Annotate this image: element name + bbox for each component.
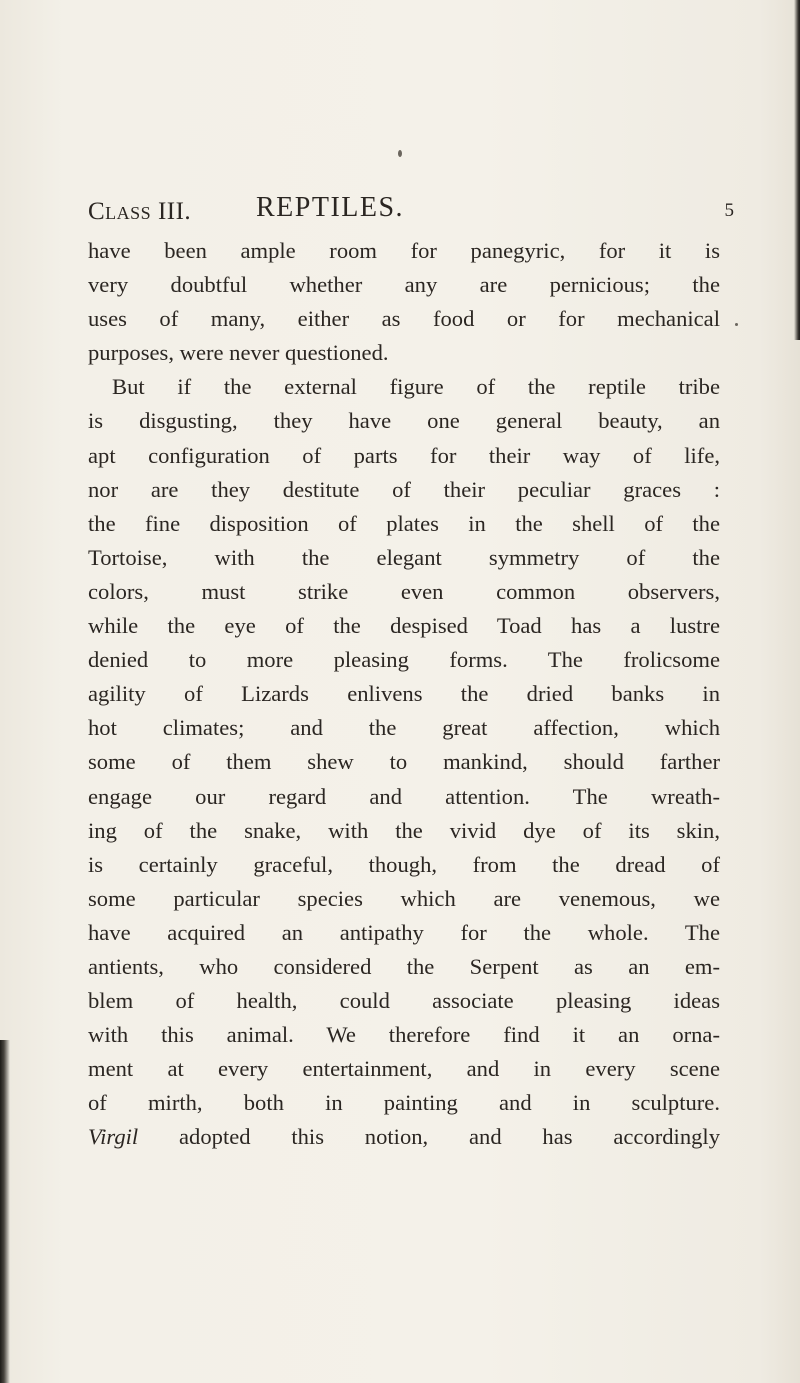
class-label: Class III. bbox=[88, 198, 192, 225]
text-line: ing of the snake, with the vivid dye of its skin, bbox=[88, 817, 720, 843]
text-line: is disgusting, they have one general beauty, an bbox=[88, 408, 720, 434]
text-line: uses of many, either as food or for mechanical bbox=[88, 306, 720, 332]
text-line: denied to more pleasing forms. The frolicsome bbox=[88, 647, 720, 673]
text-line: apt configuration of parts for their way of life, bbox=[88, 442, 720, 468]
text-line: colors, must strike even common observers, bbox=[88, 578, 720, 604]
page-edge-shadow bbox=[0, 1040, 10, 1383]
text-line: while the eye of the despised Toad has a lustre bbox=[88, 613, 720, 639]
text-line: the fine disposition of plates in the shell of the bbox=[88, 510, 720, 536]
text-line-last-rest: adopted this notion, and has accordingly bbox=[138, 1124, 720, 1150]
ink-speck bbox=[398, 150, 402, 157]
text-line: very doubtful whether any are pernicious; the bbox=[88, 272, 720, 298]
text-line: Tortoise, with the elegant symmetry of the bbox=[88, 544, 720, 570]
text-line: have acquired an antipathy for the whole. The bbox=[88, 919, 720, 945]
body-text bbox=[88, 234, 720, 1155]
text-line: agility of Lizards enlivens the dried banks in bbox=[88, 681, 720, 707]
text-line: hot climates; and the great affection, which bbox=[88, 715, 720, 741]
text-line: But if the external figure of the reptile tribe bbox=[112, 374, 720, 400]
italic-name: Virgil bbox=[88, 1124, 139, 1150]
text-line: some of them shew to mankind, should farther bbox=[88, 749, 720, 775]
text-line-last bbox=[88, 1120, 720, 1154]
text-line: blem of health, could associate pleasing ideas bbox=[88, 988, 720, 1014]
running-header bbox=[88, 188, 734, 228]
ink-speck bbox=[735, 323, 738, 326]
text-line: purposes, were never questioned. bbox=[88, 340, 389, 366]
page-edge-right bbox=[794, 0, 800, 340]
text-line: nor are they destitute of their peculiar graces : bbox=[88, 476, 720, 502]
text-line: with this animal. We therefore find it an orna- bbox=[88, 1022, 720, 1048]
text-line: is certainly graceful, though, from the dread of bbox=[88, 851, 720, 877]
text-line: antients, who considered the Serpent as an em- bbox=[88, 953, 720, 979]
text-line: ment at every entertainment, and in every scene bbox=[88, 1056, 720, 1082]
running-title: REPTILES. bbox=[256, 192, 405, 223]
text-line: engage our regard and attention. The wreath- bbox=[88, 783, 720, 809]
page-number: 5 bbox=[724, 200, 734, 221]
text-line: of mirth, both in painting and in sculpture. bbox=[88, 1090, 720, 1116]
text-line: some particular species which are venemous, we bbox=[88, 885, 720, 911]
text-line: have been ample room for panegyric, for it is bbox=[88, 238, 720, 263]
